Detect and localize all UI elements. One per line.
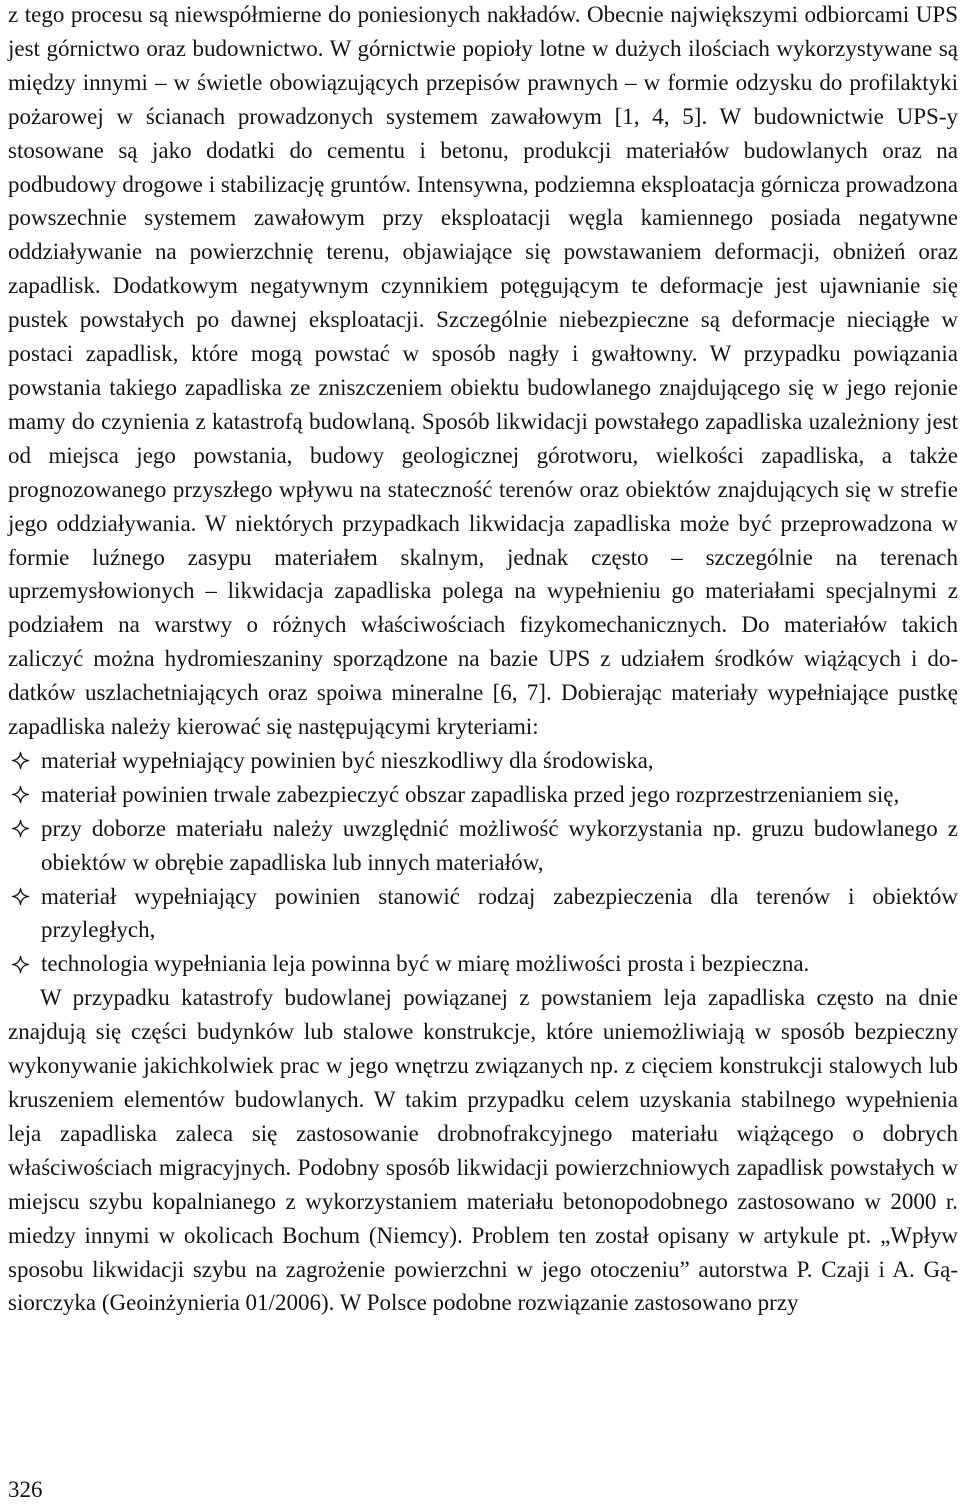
criteria-list-item <box>8 744 958 778</box>
body-paragraph: W przypadku katastrofy budowlanej powiązanej z powstaniem leja zapadliska często na dnie znajdują się części budynków lub stalowe konstrukcje, które uniemożliwiają w sposób bezpieczny wykonywanie jakichkolwiek prac w jego wnętrzu związanych np. z cięciem konstrukcji stalowych lub kruszeniem elementów budowlanych. W takim przypadku celem uzyskania stabilnego wypełnienia leja zapadliska zaleca się zastosowanie drobnofrakcyjnego materiału wiążącego o dobrych właściwościach migracyjnych. Podobny sposób likwidacji powierzchniowych zapadlisk powstałych w miejscu szybu kopalnianego z wykorzystaniem materiału betonopodobnego zastosowano w 2000 r. miedzy innymi w okolicach Bochum (Niemcy). Problem ten został opisany w artykule pt. „Wpływ sposobu likwidacji szybu na zagrożenie powierzchni w jego otoczeniu” autorstwa P. Czaji i A. Gąsiorczyka (Geoinżynieria 01/2006). W Polsce podobne rozwiązanie zastosowano przy <box>8 985 958 1316</box>
four-pointed-star-icon <box>8 880 32 914</box>
body-paragraph: z tego procesu są niewspółmierne do poniesionych nakładów. Obecnie największymi odbiorcami UPS jest górnictwo oraz budownictwo. W górnictwie popioły lotne w dużych ilościach wykorzystywane są między innymi – w świetle obowiązujących przepisów prawnych – w formie odzysku do profilaktyki pożarowej w ścianach prowadzonych systemem zawałowym [1, 4, 5]. W budownictwie UPS-y stosowane są jako dodatki do cementu i betonu, produkcji materiałów budowlanych oraz na podbudowy drogowe i stabilizację gruntów. Intensywna, podziemna eksploatacja górnicza prowadzona powszechnie systemem zawałowym przy eksploatacji węgla kamiennego posiada negatywne oddziaływanie na powierzchnię terenu, objawiające się powstawaniem deformacji, obniżeń oraz zapadlisk. Dodatkowym negatywnym czynnikiem potęgującym te deformacje jest ujawnianie się pustek powstałych po dawnej eksploatacji. Szczególnie niebezpieczne są deformacje nieciągłe w postaci zapadlisk, które mogą powstać w sposób nagły i gwałtowny. W przypadku powiązania powstania takiego zapadliska ze zniszczeniem obiektu budowlanego znajdującego się w jego rejonie mamy do czynienia z katastrofą budowlaną. Sposób likwidacji powstałego zapadliska uzależniony jest od miejsca jego powstania, budowy geologicznej górotworu, wielkości zapadliska, a także prognozowanego przyszłego wpływu na stateczność terenów oraz obiektów znajdujących się w strefie jego oddziaływania. W niektórych przypadkach likwidacja zapadliska może być przeprowadzona w formie luźnego zasypu materiałem skalnym, jednak często – szczególnie na terenach uprzemysłowionych – likwidacja zapadliska polega na wypełnieniu go materiałami specjalnymi z podziałem na warstwy o różnych właściwościach fizykomechanicznych. Do materiałów takich zaliczyć można hydromieszaniny sporządzone na bazie UPS z udziałem środków wiążących i dodatków uszlachetniających oraz spoiwa mineralne [6, 7]. Dobierając materiały wypełniające pustkę zapadliska należy kierować się następującymi kryteriami: <box>8 2 958 740</box>
criteria-list <box>8 744 958 981</box>
criteria-text: technologia wypełniania leja powinna być w miarę możliwości prosta i bezpieczna. <box>41 951 810 977</box>
page-number: 326 <box>8 1477 43 1502</box>
page-body <box>8 0 958 1320</box>
criteria-text: materiał powinien trwale zabezpieczyć obszar zapadliska przed jego rozprzestrzenianiem się, <box>41 781 900 807</box>
four-pointed-star-icon <box>8 744 32 778</box>
criteria-list-item <box>8 778 958 812</box>
four-pointed-star-icon <box>8 947 32 981</box>
criteria-text: materiał wypełniający powinien być nieszkodliwy dla środowiska, <box>41 747 654 773</box>
four-pointed-star-icon <box>8 812 32 846</box>
criteria-list-item <box>8 812 958 880</box>
criteria-list-item <box>8 880 958 948</box>
criteria-text: przy doborze materiału należy uwzględnić możliwość wykorzystania np. gruzu budowlanego z obiektów w obrębie zapadliska lub innych materiałów, <box>41 815 958 875</box>
four-pointed-star-icon <box>8 778 32 812</box>
criteria-text: materiał wypełniający powinien stanowić rodzaj zabezpieczenia dla terenów i obiektów przyległych, <box>41 883 958 943</box>
criteria-list-item <box>8 947 958 981</box>
